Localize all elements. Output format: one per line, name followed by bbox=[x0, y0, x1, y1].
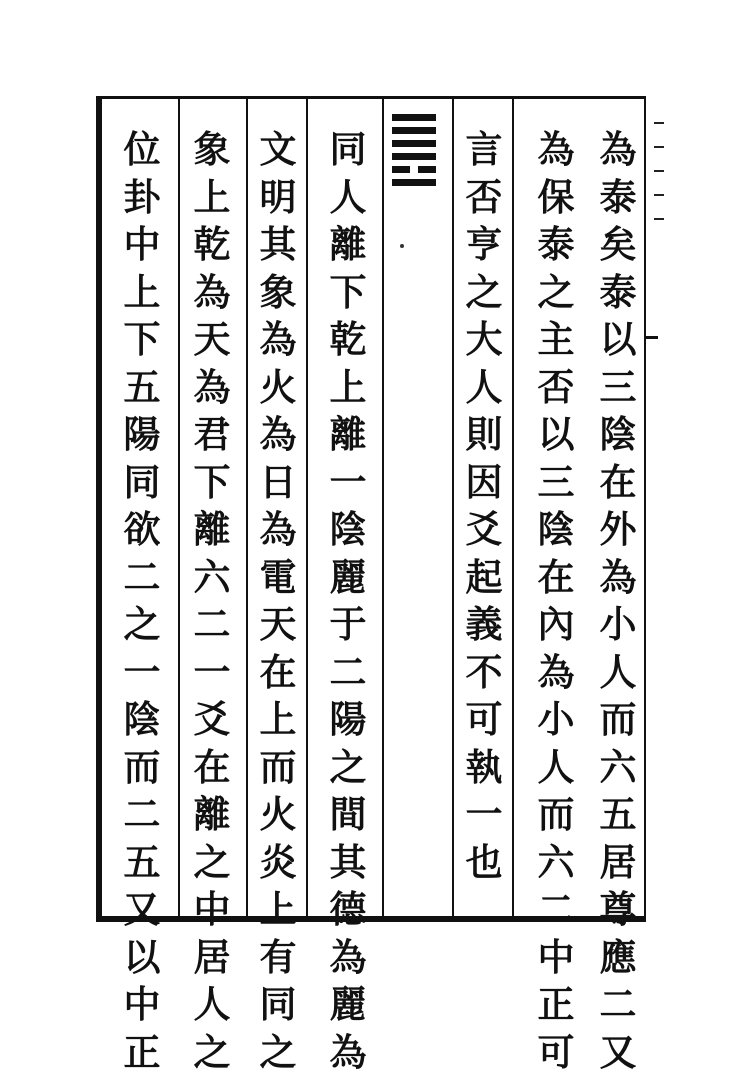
column-char: 小 bbox=[538, 696, 575, 744]
column-char: 有 bbox=[260, 934, 297, 982]
column-char: 陰 bbox=[124, 696, 161, 744]
column-char: 因 bbox=[466, 459, 503, 507]
column-char: 又 bbox=[124, 886, 161, 934]
column-char: 君 bbox=[194, 411, 231, 459]
yang-line bbox=[392, 127, 436, 134]
column-char: 下 bbox=[124, 316, 161, 364]
column-char: 麗 bbox=[330, 981, 367, 1029]
column-char: 五 bbox=[600, 791, 637, 839]
column-char: 而 bbox=[124, 744, 161, 792]
column-char: 乾 bbox=[194, 221, 231, 269]
column-char: 小 bbox=[600, 601, 637, 649]
column-char: 上 bbox=[260, 696, 297, 744]
column-char: 二 bbox=[538, 886, 575, 934]
column-char: 陽 bbox=[330, 696, 367, 744]
column-char: 在 bbox=[194, 744, 231, 792]
column-char: 人 bbox=[600, 649, 637, 697]
column-char: 否 bbox=[466, 174, 503, 222]
column-char: 離 bbox=[330, 221, 367, 269]
column-char: 文 bbox=[260, 126, 297, 174]
column-char: 居 bbox=[600, 839, 637, 887]
column-char: 上 bbox=[330, 364, 367, 412]
column-char: 則 bbox=[466, 411, 503, 459]
column-char: 泰 bbox=[600, 174, 637, 222]
column-char: 為 bbox=[194, 364, 231, 412]
yang-line bbox=[392, 114, 436, 121]
column-char: 應 bbox=[600, 934, 637, 982]
column-char: 以 bbox=[538, 411, 575, 459]
column-char: 炎 bbox=[260, 839, 297, 887]
column-char: 中 bbox=[194, 886, 231, 934]
column-char: 六 bbox=[538, 839, 575, 887]
column-char: 正 bbox=[538, 981, 575, 1029]
column-char: 五 bbox=[124, 839, 161, 887]
column-char: 在 bbox=[600, 459, 637, 507]
column-char: 其 bbox=[260, 221, 297, 269]
column-char: 中 bbox=[538, 934, 575, 982]
column-char: 為 bbox=[330, 1029, 367, 1076]
column-char: 上 bbox=[124, 269, 161, 317]
column-char: 之 bbox=[194, 839, 231, 887]
column-char: 位 bbox=[124, 126, 161, 174]
column-char: 可 bbox=[466, 696, 503, 744]
column-char: 人 bbox=[538, 744, 575, 792]
column-char: 二 bbox=[600, 981, 637, 1029]
column-char: 三 bbox=[538, 459, 575, 507]
column-char: 同 bbox=[124, 459, 161, 507]
column-char: 為 bbox=[538, 126, 575, 174]
column-char: 又 bbox=[600, 1029, 637, 1076]
column-char: 五 bbox=[124, 364, 161, 412]
column-char: 可 bbox=[538, 1029, 575, 1076]
column-char: 一 bbox=[330, 459, 367, 507]
column-char: 主 bbox=[538, 316, 575, 364]
column-char: 人 bbox=[194, 981, 231, 1029]
column-char: 陽 bbox=[124, 411, 161, 459]
column-char: 義 bbox=[466, 601, 503, 649]
yang-line bbox=[392, 153, 436, 160]
yang-line bbox=[392, 179, 436, 186]
column-char: 三 bbox=[600, 364, 637, 412]
text-column bbox=[326, 126, 370, 916]
text-column bbox=[120, 126, 164, 916]
column-char: 卦 bbox=[124, 174, 161, 222]
column-char: 一 bbox=[124, 649, 161, 697]
column-char: 執 bbox=[466, 744, 503, 792]
column-char: 麗 bbox=[330, 554, 367, 602]
column-char: 為 bbox=[194, 269, 231, 317]
column-char: 之 bbox=[538, 269, 575, 317]
column-char: 離 bbox=[194, 506, 231, 554]
column-char: 六 bbox=[194, 554, 231, 602]
column-char: 陰 bbox=[330, 506, 367, 554]
yang-line bbox=[392, 140, 436, 147]
column-char: 泰 bbox=[538, 221, 575, 269]
column-char: 離 bbox=[194, 791, 231, 839]
column-char: 起 bbox=[466, 554, 503, 602]
column-char: 德 bbox=[330, 886, 367, 934]
yin-line bbox=[392, 166, 436, 173]
column-char: 象 bbox=[260, 269, 297, 317]
column-char: 于 bbox=[330, 601, 367, 649]
column-char: 其 bbox=[330, 839, 367, 887]
column-char: 人 bbox=[466, 364, 503, 412]
column-char: 之 bbox=[330, 744, 367, 792]
column-char: 否 bbox=[538, 364, 575, 412]
column-char: 也 bbox=[466, 839, 503, 887]
column-char: 為 bbox=[538, 649, 575, 697]
column-char: 在 bbox=[538, 554, 575, 602]
column-char: 二 bbox=[330, 649, 367, 697]
column-char: 六 bbox=[600, 744, 637, 792]
column-char: 一 bbox=[466, 791, 503, 839]
column-char: 之 bbox=[260, 1029, 297, 1076]
column-rule bbox=[306, 96, 308, 922]
text-column bbox=[190, 126, 234, 916]
column-char: 二 bbox=[124, 791, 161, 839]
column-char: 電 bbox=[260, 554, 297, 602]
column-char: 為 bbox=[260, 316, 297, 364]
column-char: 大 bbox=[466, 316, 503, 364]
column-char: 以 bbox=[124, 934, 161, 982]
column-char: 居 bbox=[194, 934, 231, 982]
text-column bbox=[596, 126, 640, 916]
column-char: 欲 bbox=[124, 506, 161, 554]
column-rule bbox=[178, 96, 180, 922]
column-char: 象 bbox=[194, 126, 231, 174]
column-char: 而 bbox=[538, 791, 575, 839]
text-column bbox=[534, 126, 578, 916]
column-char: 正 bbox=[124, 1029, 161, 1076]
column-char: 之 bbox=[124, 601, 161, 649]
column-char: 一 bbox=[194, 649, 231, 697]
column-char: 而 bbox=[260, 744, 297, 792]
column-char: 日 bbox=[260, 459, 297, 507]
column-char: 明 bbox=[260, 174, 297, 222]
column-char: 中 bbox=[124, 221, 161, 269]
column-char: 離 bbox=[330, 411, 367, 459]
column-char: 以 bbox=[600, 316, 637, 364]
column-char: 外 bbox=[600, 506, 637, 554]
column-char: 天 bbox=[260, 601, 297, 649]
column-char: 爻 bbox=[194, 696, 231, 744]
text-column bbox=[256, 126, 300, 916]
column-char: 言 bbox=[466, 126, 503, 174]
column-char: 火 bbox=[260, 364, 297, 412]
column-char: 為 bbox=[260, 506, 297, 554]
column-rule bbox=[246, 96, 248, 922]
column-char: 陰 bbox=[538, 506, 575, 554]
column-rule bbox=[512, 96, 514, 922]
column-char: 在 bbox=[260, 649, 297, 697]
column-char: 上 bbox=[194, 174, 231, 222]
edge-marks bbox=[652, 100, 666, 500]
column-char: 不 bbox=[466, 649, 503, 697]
column-char: 尊 bbox=[600, 886, 637, 934]
column-rule bbox=[382, 96, 384, 922]
column-char: 二 bbox=[124, 554, 161, 602]
column-char: 內 bbox=[538, 601, 575, 649]
column-char: 矣 bbox=[600, 221, 637, 269]
column-char: 而 bbox=[600, 696, 637, 744]
hexagram-icon bbox=[392, 114, 436, 192]
text-column bbox=[462, 126, 506, 916]
column-char: 乾 bbox=[330, 316, 367, 364]
column-char: 間 bbox=[330, 791, 367, 839]
column-char: 人 bbox=[330, 174, 367, 222]
column-char: 下 bbox=[194, 459, 231, 507]
column-char: 同 bbox=[330, 126, 367, 174]
column-char: 之 bbox=[194, 1029, 231, 1076]
column-char: 火 bbox=[260, 791, 297, 839]
column-char: 之 bbox=[466, 269, 503, 317]
column-char: 為 bbox=[330, 934, 367, 982]
column-char: 泰 bbox=[600, 269, 637, 317]
column-char: 保 bbox=[538, 174, 575, 222]
column-char: 中 bbox=[124, 981, 161, 1029]
column-char: 下 bbox=[330, 269, 367, 317]
column-char: 陰 bbox=[600, 411, 637, 459]
column-char: 天 bbox=[194, 316, 231, 364]
column-char: 為 bbox=[600, 554, 637, 602]
column-char: 上 bbox=[260, 886, 297, 934]
column-char: 為 bbox=[600, 126, 637, 174]
column-char: 爻 bbox=[466, 506, 503, 554]
column-char: 同 bbox=[260, 981, 297, 1029]
column-char: 為 bbox=[260, 411, 297, 459]
column-char: 二 bbox=[194, 601, 231, 649]
column-rule bbox=[452, 96, 454, 922]
column-char: 亨 bbox=[466, 221, 503, 269]
ink-dot bbox=[400, 244, 404, 248]
